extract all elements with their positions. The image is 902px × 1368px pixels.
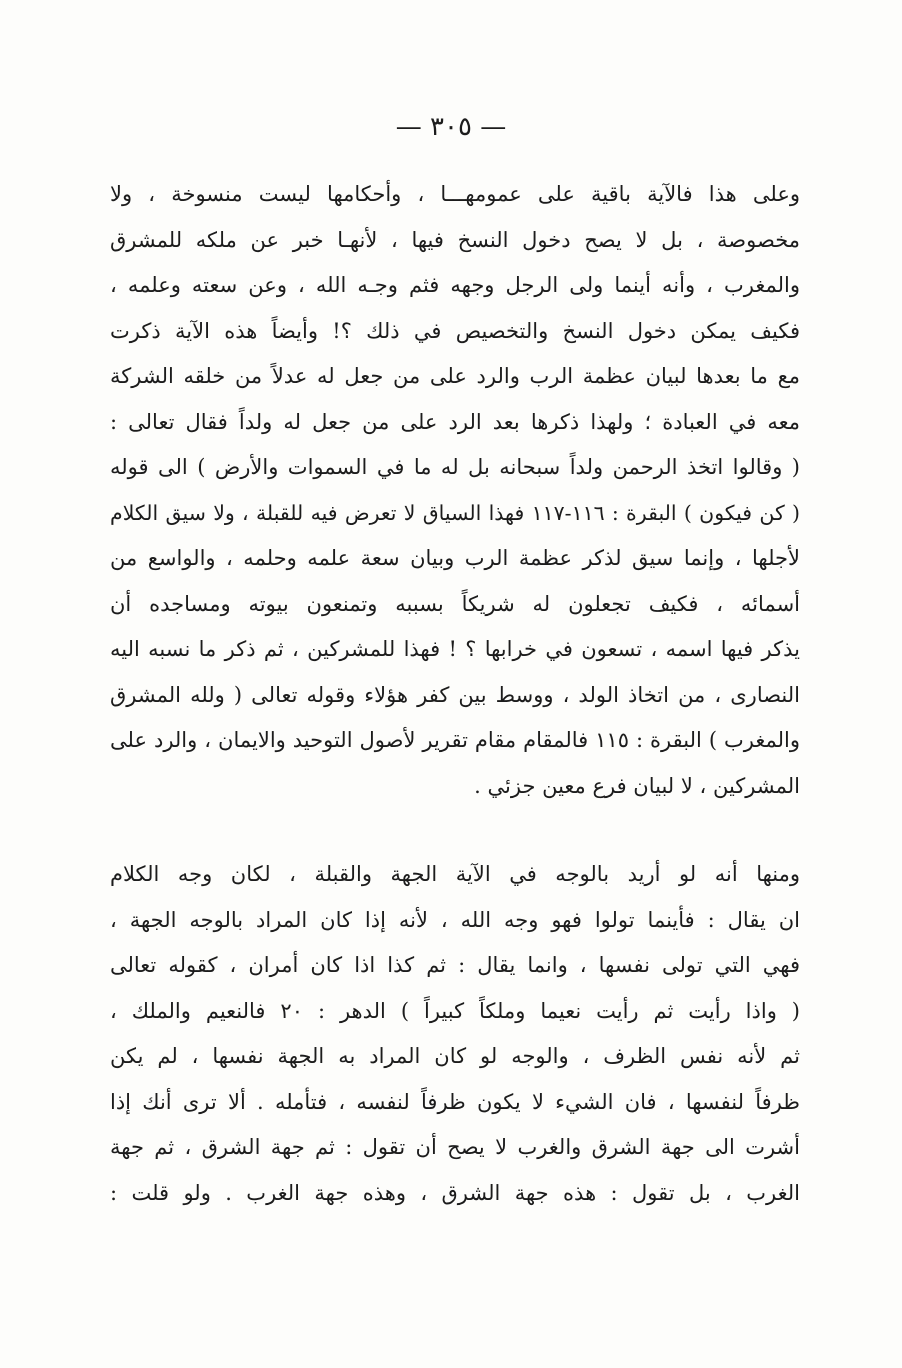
text-line: المشركين ، لا لبيان فرع معين جزئي .	[474, 773, 800, 798]
text-line: أشرت الى جهة الشرق والغرب لا يصح أن تقول : ثم جهة الشرق ، ثم جهة	[110, 1135, 800, 1159]
text-line: معه في العبادة ؛ ولهذا ذكرها بعد الرد على من جعل له ولداً فقال تعالى :	[110, 409, 800, 434]
text-line: ( كن فيكون ) البقرة : ١١٦-١١٧ فهذا السياق لا تعرض فيه للقبلة ، ولا سيق الكلام	[110, 500, 800, 525]
text-line: ( واذا رأيت ثم رأيت نعيما وملكاً كبيراً ) الدهر : ٢٠ فالنعيم والملك ،	[110, 998, 800, 1023]
text-line: فهي التي تولى نفسها ، وانما يقال : ثم كذا اذا كان أمران ، كقوله تعالى	[110, 953, 800, 977]
page-number: — ٣٠٥ —	[395, 112, 507, 142]
text-line: لأجلها ، وإنما سيق لذكر عظمة الرب وبيان سعة علمه وحلمه ، والواسع من	[110, 546, 800, 570]
text-line: أسمائه ، فكيف تجعلون له شريكاً بسببه وتمنعون بيوته ومساجده أن	[110, 591, 800, 616]
text-line: يذكر فيها اسمه ، تسعون في خرابها ؟ ! فهذا للمشركين ، ثم ذكر ما نسبه اليه	[110, 637, 800, 661]
text-line: وعلى هذا فالآية باقية على عمومهـــا ، وأحكامها ليست منسوخة ، ولا	[110, 182, 800, 206]
paragraph-1	[110, 172, 800, 809]
text-line: ظرفاً لنفسها ، فان الشيء لا يكون ظرفاً لنفسه ، فتأمله . ألا ترى أنك إذا	[110, 1089, 800, 1114]
text-line: ثم لأنه نفس الظرف ، والوجه لو كان المراد به الجهة نفسها ، لم يكن	[110, 1044, 800, 1068]
text-line: الغرب ، بل تقول : هذه جهة الشرق ، وهذه جهة الغرب . ولو قلت :	[110, 1180, 800, 1205]
text-line: مخصوصة ، بل لا يصح دخول النسخ فيها ، لأنهـا خبر عن ملكه للمشرق	[110, 227, 800, 252]
text-line: ( وقالوا اتخذ الرحمن ولداً سبحانه بل له ما في السموات والأرض ) الى قوله	[110, 455, 800, 479]
text-line: والمغرب ، وأنه أينما ولى الرجل وجهه فثم وجـه الله ، وعن سعته وعلمه ،	[110, 273, 800, 297]
text-line: مع ما بعدها لبيان عظمة الرب والرد على من جعل له عدلاً من خلقه الشركة	[110, 364, 800, 388]
text-line: والمغرب ) البقرة : ١١٥ فالمقام مقام تقرير لأصول التوحيد والايمان ، والرد على	[110, 728, 800, 752]
text-line: ومنها أنه لو أريد بالوجه في الآية الجهة والقبلة ، لكان وجه الكلام	[110, 862, 800, 886]
text-line: فكيف يمكن دخول النسخ والتخصيص في ذلك ؟! وأيضاً هذه الآية ذكرت	[110, 318, 800, 343]
text-line: النصارى ، من اتخاذ الولد ، ووسط بين كفر هؤلاء وقوله تعالى ( ولله المشرق	[110, 682, 800, 707]
text-line: ان يقال : فأينما تولوا فهو وجه الله ، لأنه إذا كان المراد بالوجه الجهة ،	[110, 907, 800, 932]
paragraph-2	[110, 852, 800, 1216]
